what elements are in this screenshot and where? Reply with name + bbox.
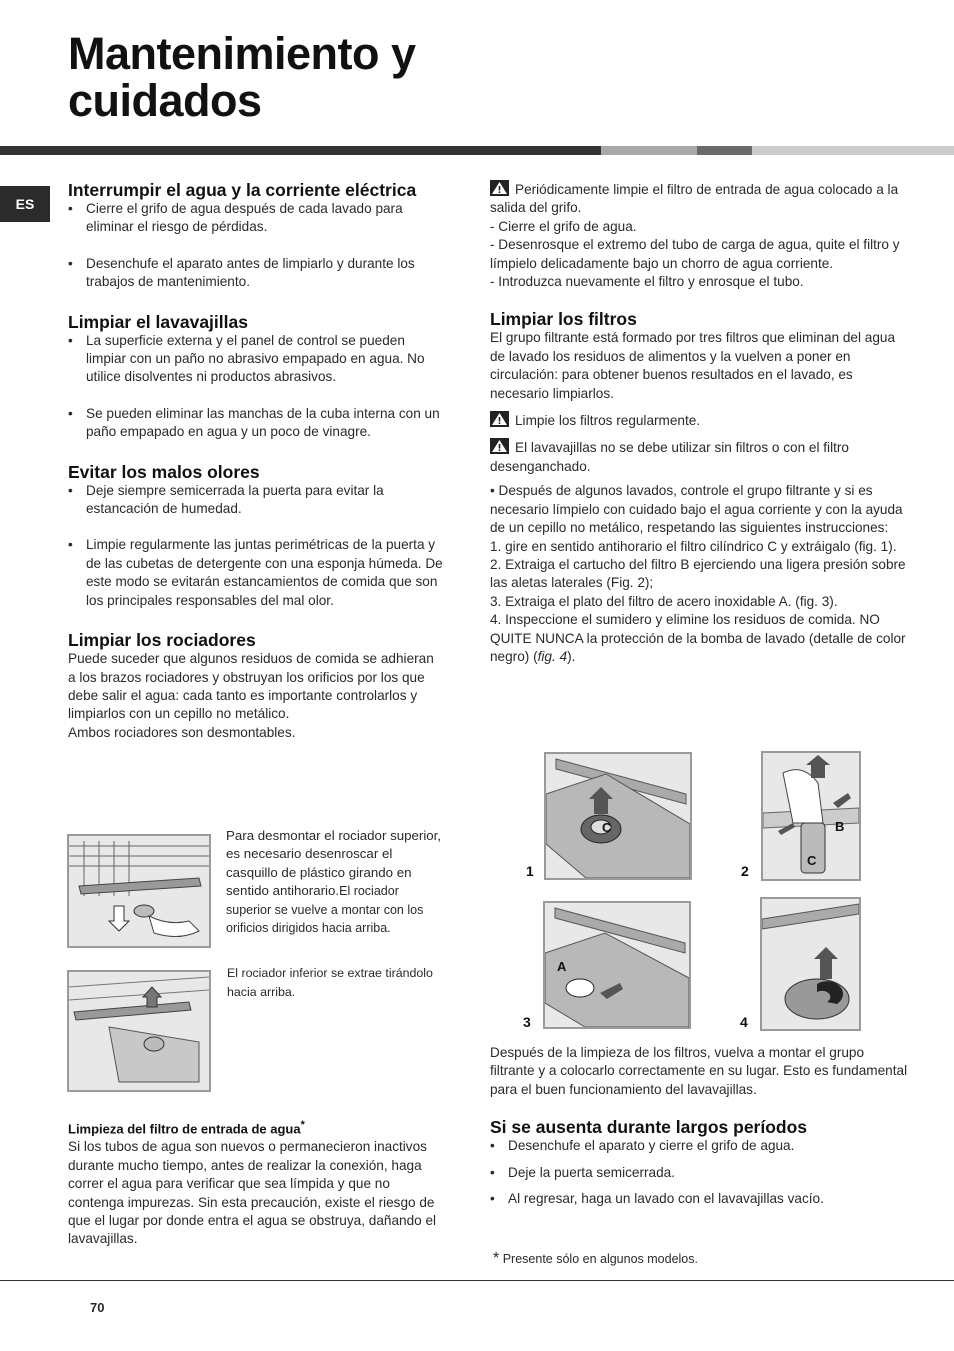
header-bar-light xyxy=(752,146,954,155)
figure-number: 3 xyxy=(523,1014,531,1030)
inlet-filter-section xyxy=(68,1116,443,1249)
right-column: Periódicamente limpie el filtro de entrada de agua colocado a la salida del grifo. - Cierre el grifo de agua. - Desenrosque el extremo del tubo de carga de agua, quite el filtro y límpielo delicadamente bajo un chorro de agua corriente. - Introduzca nuevamente el filtro y enrosque el tubo. Limpiar los filtros El grupo filtrante está formado por tres filtros que eliminan del agua de lavado los residuos de alimentos y la vuelven a poner en circulación: para obtener buenos resultados en el lavado, es necesario limpiarlos. Limpie los filtros regularmente. El lavavajillas no se debe utilizar sin filtros o con el filtro desenganchado. • Después de algunos lavados, controle el grupo filtrante y si es necesario límpielo con cuidado bajo el agua corriente y con la ayuda de un cepillo no metálico, respetando las siguientes instrucciones: 1. gire en sentido antihorario el filtro cilíndrico C y extráigalo (fig. 1). 2. Extraiga el cartucho del filtro B ejerciendo una ligera presión sobre las aletas laterales (Fig. 2); 3. Extraiga el plato del filtro de acero inoxidable A. (fig. 3). 4. Inspeccione el sumidero y elimine los residuos de comida. NO QUITE NUNCA la protección de la bomba de lavado (detalle de color negro) (fig. 4). xyxy=(490,180,912,666)
section-title: Evitar los malos olores xyxy=(68,461,260,482)
filter-figure-3: A xyxy=(543,901,691,1029)
figure-number: 2 xyxy=(741,863,749,879)
footer-rule xyxy=(0,1280,954,1281)
after-cleaning-paragraph: Después de la limpieza de los filtros, vuelva a montar el grupo filtrante y a colocarlo correctamente en su lugar. Esto es fundamental para el buen funcionamiento del lavavajillas. Si se ausenta durante largos períodos • Desenchufe el aparato y cierre el grifo de agua. • Deje la puerta semicerrada. • Al regresar, haga un lavado con el lavavajillas vacío. xyxy=(490,1044,912,1208)
figure-number: 4 xyxy=(740,1014,748,1030)
paragraph: El grupo filtrante está formado por tres filtros que eliminan del agua de lavado los residuos de alimentos y la vuelven a poner en circulación: para obtener buenos resultados en el lavado, es necesario limpiarlos. xyxy=(490,330,896,401)
warning-icon xyxy=(490,180,509,196)
section-title: Si se ausenta durante largos períodos xyxy=(490,1117,808,1138)
bullet-item: • Cierre el grifo de agua después de cada lavado para eliminar el riesgo de pérdidas. xyxy=(68,200,443,237)
bullet-item: • Al regresar, haga un lavado con el lavavajillas vacío. xyxy=(490,1190,912,1208)
section-title: Limpiar los filtros xyxy=(490,309,637,330)
bullet-item: • Desenchufe el aparato antes de limpiarlo y durante los trabajos de mantenimiento. xyxy=(68,255,443,292)
paragraph: Si los tubos de agua son nuevos o permanecieron inactivos durante mucho tiempo, antes de realizar la conexión, haga correr el agua para verificar que sea límpida y que no contenga impurezas. Sin esta precaución, existe el riesgo de que el lugar por donde entra el agua se obstruya, dañando el lavavajillas. xyxy=(68,1139,437,1247)
page-number: 70 xyxy=(90,1300,105,1315)
bullet-item: • Deje siempre semicerrada la puerta para evitar la estancación de humedad. xyxy=(68,482,443,519)
lower-sprayer-caption: El rociador inferior se extrae tirándolo hacia arriba. xyxy=(227,966,433,999)
figure-number: 1 xyxy=(526,863,534,879)
header-bar-mid xyxy=(601,146,697,155)
warning-icon xyxy=(490,438,509,454)
bullet-item: • Desenchufe el aparato y cierre el grifo de agua. xyxy=(490,1137,912,1155)
bullet-item: • Limpie regularmente las juntas perimétricas de la puerta y de las cubetas de detergente con una esponja húmeda. De este modo se evitarán estancamientos de comida que son los principales responsables del mal olor. xyxy=(68,536,443,610)
filter-figure-2: B C xyxy=(761,751,861,881)
section-title: Limpiar los rociadores xyxy=(68,630,256,651)
header-bar-dark2 xyxy=(697,146,752,155)
language-tab: ES xyxy=(0,186,50,222)
lower-sprayer-figure xyxy=(67,970,211,1092)
upper-sprayer-figure xyxy=(67,834,211,948)
filter-figure-4 xyxy=(760,897,861,1031)
paragraph: Puede suceder que algunos residuos de comida se adhieran a los brazos rociadores y obstruyan los orificios por los que debe salir el agua: cada tanto es importante controlarlos y limpiarlos con un cepillo no metálico. xyxy=(68,651,434,722)
left-column xyxy=(68,180,443,742)
section-title: Interrumpir el agua y la corriente eléctrica xyxy=(68,180,417,200)
paragraph: Ambos rociadores son desmontables. xyxy=(68,724,296,740)
upper-sprayer-caption: Para desmontar el rociador superior, es necesario desenroscar el casquillo de plástico girando en sentido antihorario.El rociador superior se vuelve a montar con los orificios dirigidos hacia arriba. xyxy=(226,828,442,936)
page-title: Mantenimiento y cuidados xyxy=(68,28,416,126)
header-bar-dark xyxy=(0,146,601,155)
filter-figure-1: C xyxy=(544,752,692,880)
bullet-item: • Se pueden eliminar las manchas de la cuba interna con un paño empapado en agua y un poco de vinagre. xyxy=(68,405,443,442)
bullet-item: • La superficie externa y el panel de control se pueden limpiar con un paño no abrasivo empapado en agua. No utilice disolventes ni productos abrasivos. xyxy=(68,332,443,387)
section-title: Limpiar el lavavajillas xyxy=(68,311,248,332)
bullet-item: • Deje la puerta semicerrada. xyxy=(490,1164,912,1182)
section-title: Limpieza del filtro de entrada de agua* xyxy=(68,1119,305,1137)
warning-icon xyxy=(490,411,509,427)
footnote: * Presente sólo en algunos modelos. xyxy=(493,1250,698,1267)
